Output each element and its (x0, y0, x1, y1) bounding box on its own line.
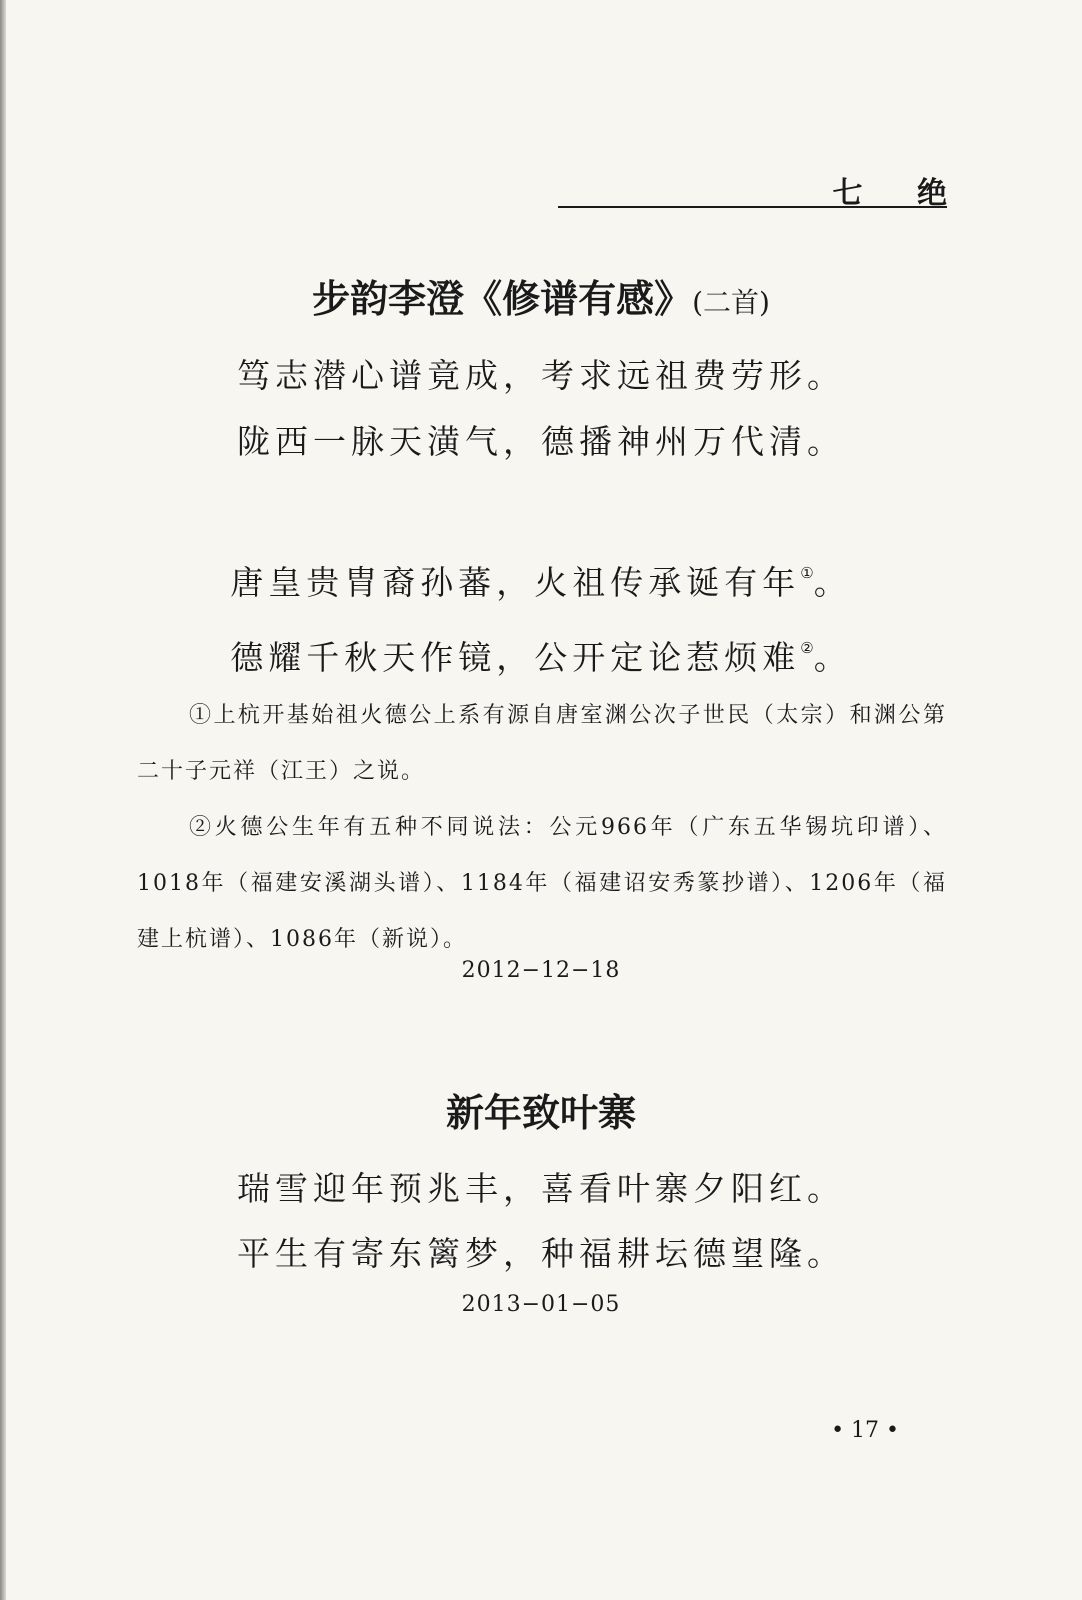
poem1-verse-line-footnoted (0, 557, 1082, 604)
running-head: 七 绝 (832, 176, 969, 211)
poem1-date: 2012−12−18 (461, 958, 621, 983)
page-number: • 17 • (831, 1418, 899, 1443)
verse-punctuation: 。 (813, 563, 852, 602)
poem1-title: 步韵李澄《修谱有感》 (312, 276, 693, 321)
poem2-title: 新年致叶寨 (445, 1090, 636, 1135)
footnote-2: ②火德公生年有五种不同说法：公元966年（广东五华锡坑印谱）、1018年（福建安溪湖头谱）、1184年（福建诏安秀篆抄谱）、1206年（福建上杭谱）、1086年（新说）。 (137, 815, 947, 952)
poem2-verse-line: 平生有寄东篱梦，种福耕坛德望隆。 (237, 1234, 845, 1273)
footnotes (137, 688, 947, 968)
verse-text: 唐皇贵胄裔孙蕃，火祖传承诞有年 (230, 563, 801, 602)
verse-punctuation: 。 (813, 638, 852, 677)
poem1-verse-line-footnoted (0, 632, 1082, 679)
footnote-marker: ① (800, 564, 814, 582)
footnote-marker: ② (800, 639, 814, 657)
poem2-verse-line: 瑞雪迎年预兆丰，喜看叶寨夕阳红。 (237, 1169, 845, 1208)
footnote-1: ①上杭开基始祖火德公上系有源自唐室渊公次子世民（太宗）和渊公第二十子元祥（江王）之说。 (137, 703, 947, 784)
verse-text: 德耀千秋天作镜，公开定论惹烦难 (230, 638, 801, 677)
poem1-verse-line: 笃志潜心谱竟成，考求远祖费劳形。 (237, 356, 845, 395)
poem2-date: 2013−01−05 (461, 1292, 621, 1317)
page-edge-shadow (0, 0, 6, 1600)
header-rule (558, 206, 947, 208)
poem1-verse-line: 陇西一脉天潢气，德播神州万代清。 (237, 422, 845, 461)
poem1-title-line (0, 268, 1082, 323)
poem1-subtitle: (二首) (692, 286, 770, 319)
